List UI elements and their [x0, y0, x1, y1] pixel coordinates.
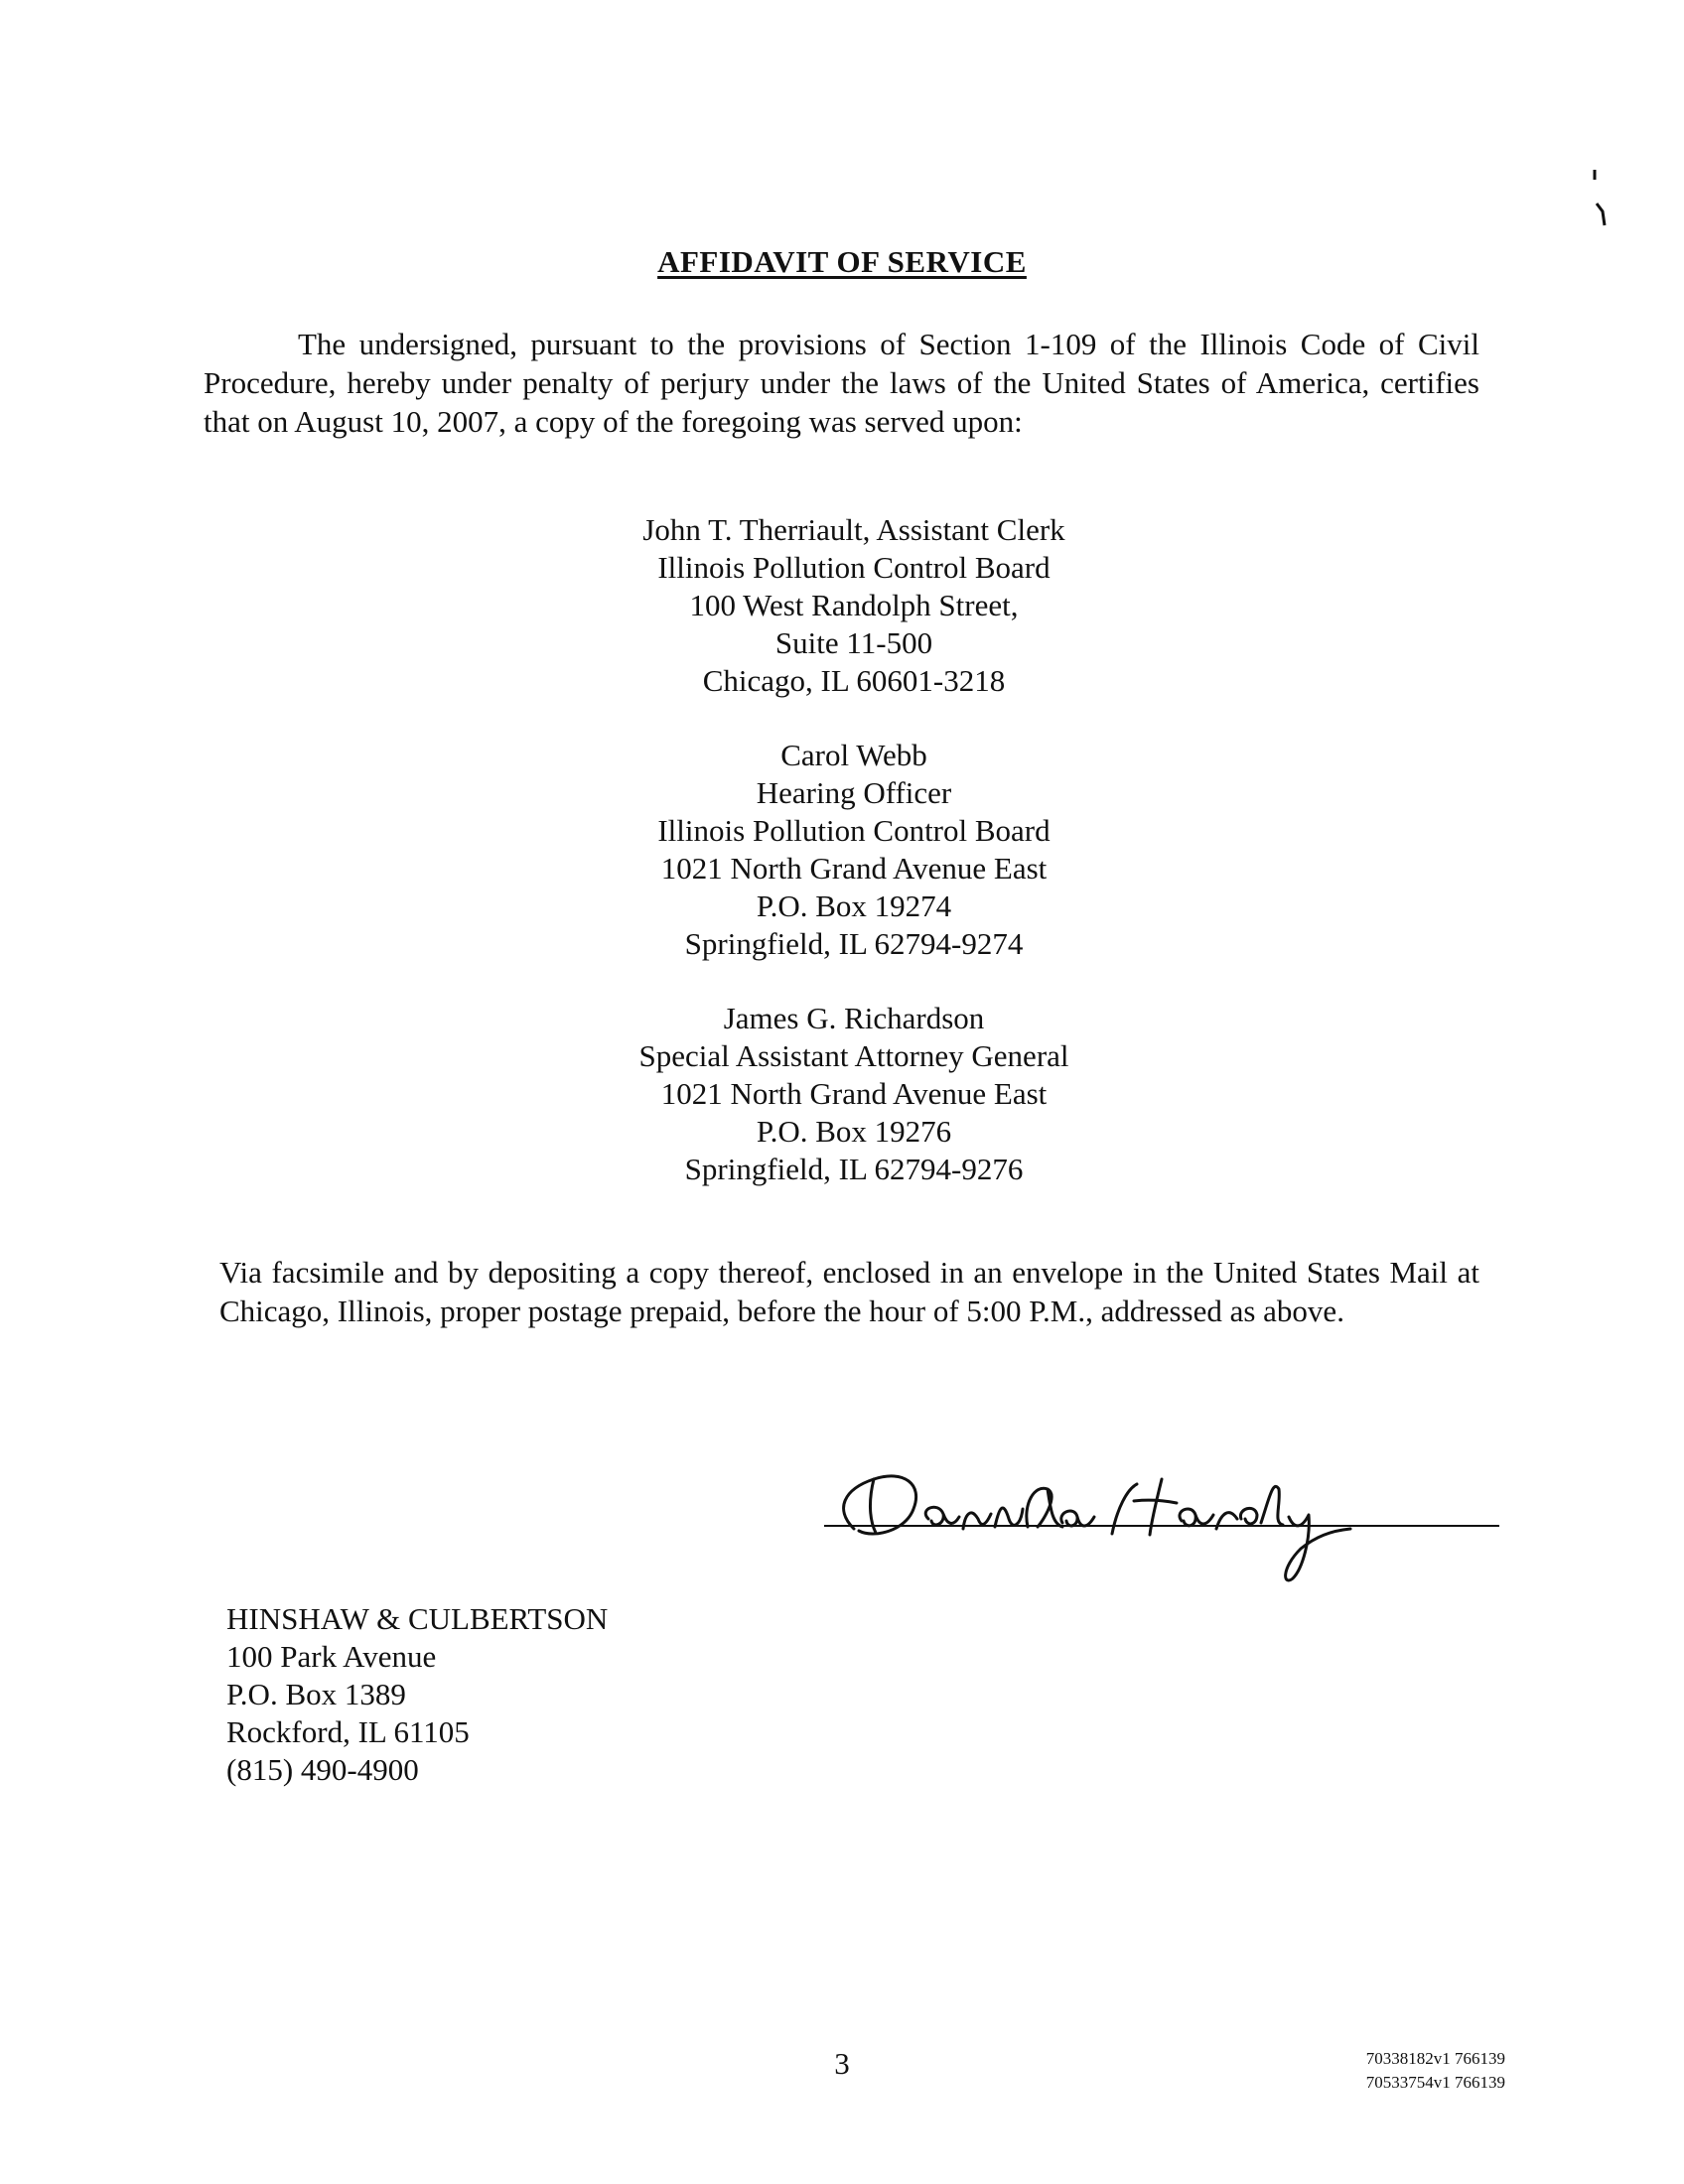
- address-line: James G. Richardson: [723, 1001, 985, 1035]
- recipient-block: [556, 737, 1152, 963]
- address-line: John T. Therriault, Assistant Clerk: [642, 512, 1065, 547]
- address-line: 1021 North Grand Avenue East: [660, 1076, 1048, 1111]
- address-line: Illinois Pollution Control Board: [657, 813, 1051, 848]
- firm-line: Rockford, IL 61105: [226, 1714, 470, 1749]
- address-line: 1021 North Grand Avenue East: [660, 851, 1048, 886]
- recipient-addresses: [556, 511, 1152, 1225]
- firm-line: P.O. Box 1389: [226, 1677, 406, 1711]
- service-paragraph: Via facsimile and by depositing a copy thereof, enclosed in an envelope in the United States Mail at Chicago, Illinois, proper postage prepaid, before the hour of 5:00 P.M., addressed as above.: [219, 1255, 1479, 1328]
- firm-address-block: [226, 1600, 608, 1789]
- document-id: 70338182v1 766139: [1365, 2049, 1505, 2068]
- address-line: Springfield, IL 62794-9276: [684, 1152, 1024, 1186]
- firm-line: 100 Park Avenue: [226, 1639, 437, 1674]
- document-ids: [1366, 2047, 1505, 2095]
- document-title-text: AFFIDAVIT OF SERVICE: [657, 244, 1027, 279]
- recipient-block: [556, 1000, 1152, 1188]
- address-line: Special Assistant Attorney General: [638, 1038, 1069, 1073]
- firm-line: (815) 490-4900: [226, 1752, 419, 1787]
- address-line: 100 West Randolph Street,: [689, 588, 1019, 622]
- intro-paragraph: The undersigned, pursuant to the provisions of Section 1-109 of the Illinois Code of Civil Procedure, hereby under penalty of perjury under the laws of the United States of America, certifies that on August 10, 2007, a copy of the foregoing was served upon:: [204, 327, 1479, 439]
- address-line: P.O. Box 19276: [756, 1114, 952, 1149]
- page-number: 3: [834, 2046, 850, 2081]
- document-id: 70533754v1 766139: [1365, 2073, 1505, 2092]
- address-line: Illinois Pollution Control Board: [657, 550, 1051, 585]
- address-line: Chicago, IL 60601-3218: [702, 663, 1006, 698]
- address-line: P.O. Box 19274: [756, 888, 952, 923]
- document-title: [0, 244, 1684, 280]
- firm-line: HINSHAW & CULBERTSON: [226, 1601, 609, 1636]
- address-line: Springfield, IL 62794-9274: [684, 926, 1024, 961]
- address-line: Hearing Officer: [756, 775, 952, 810]
- address-line: Carol Webb: [780, 738, 927, 772]
- address-line: Suite 11-500: [774, 625, 933, 660]
- handwritten-signature: [814, 1439, 1509, 1598]
- recipient-block: [556, 511, 1152, 700]
